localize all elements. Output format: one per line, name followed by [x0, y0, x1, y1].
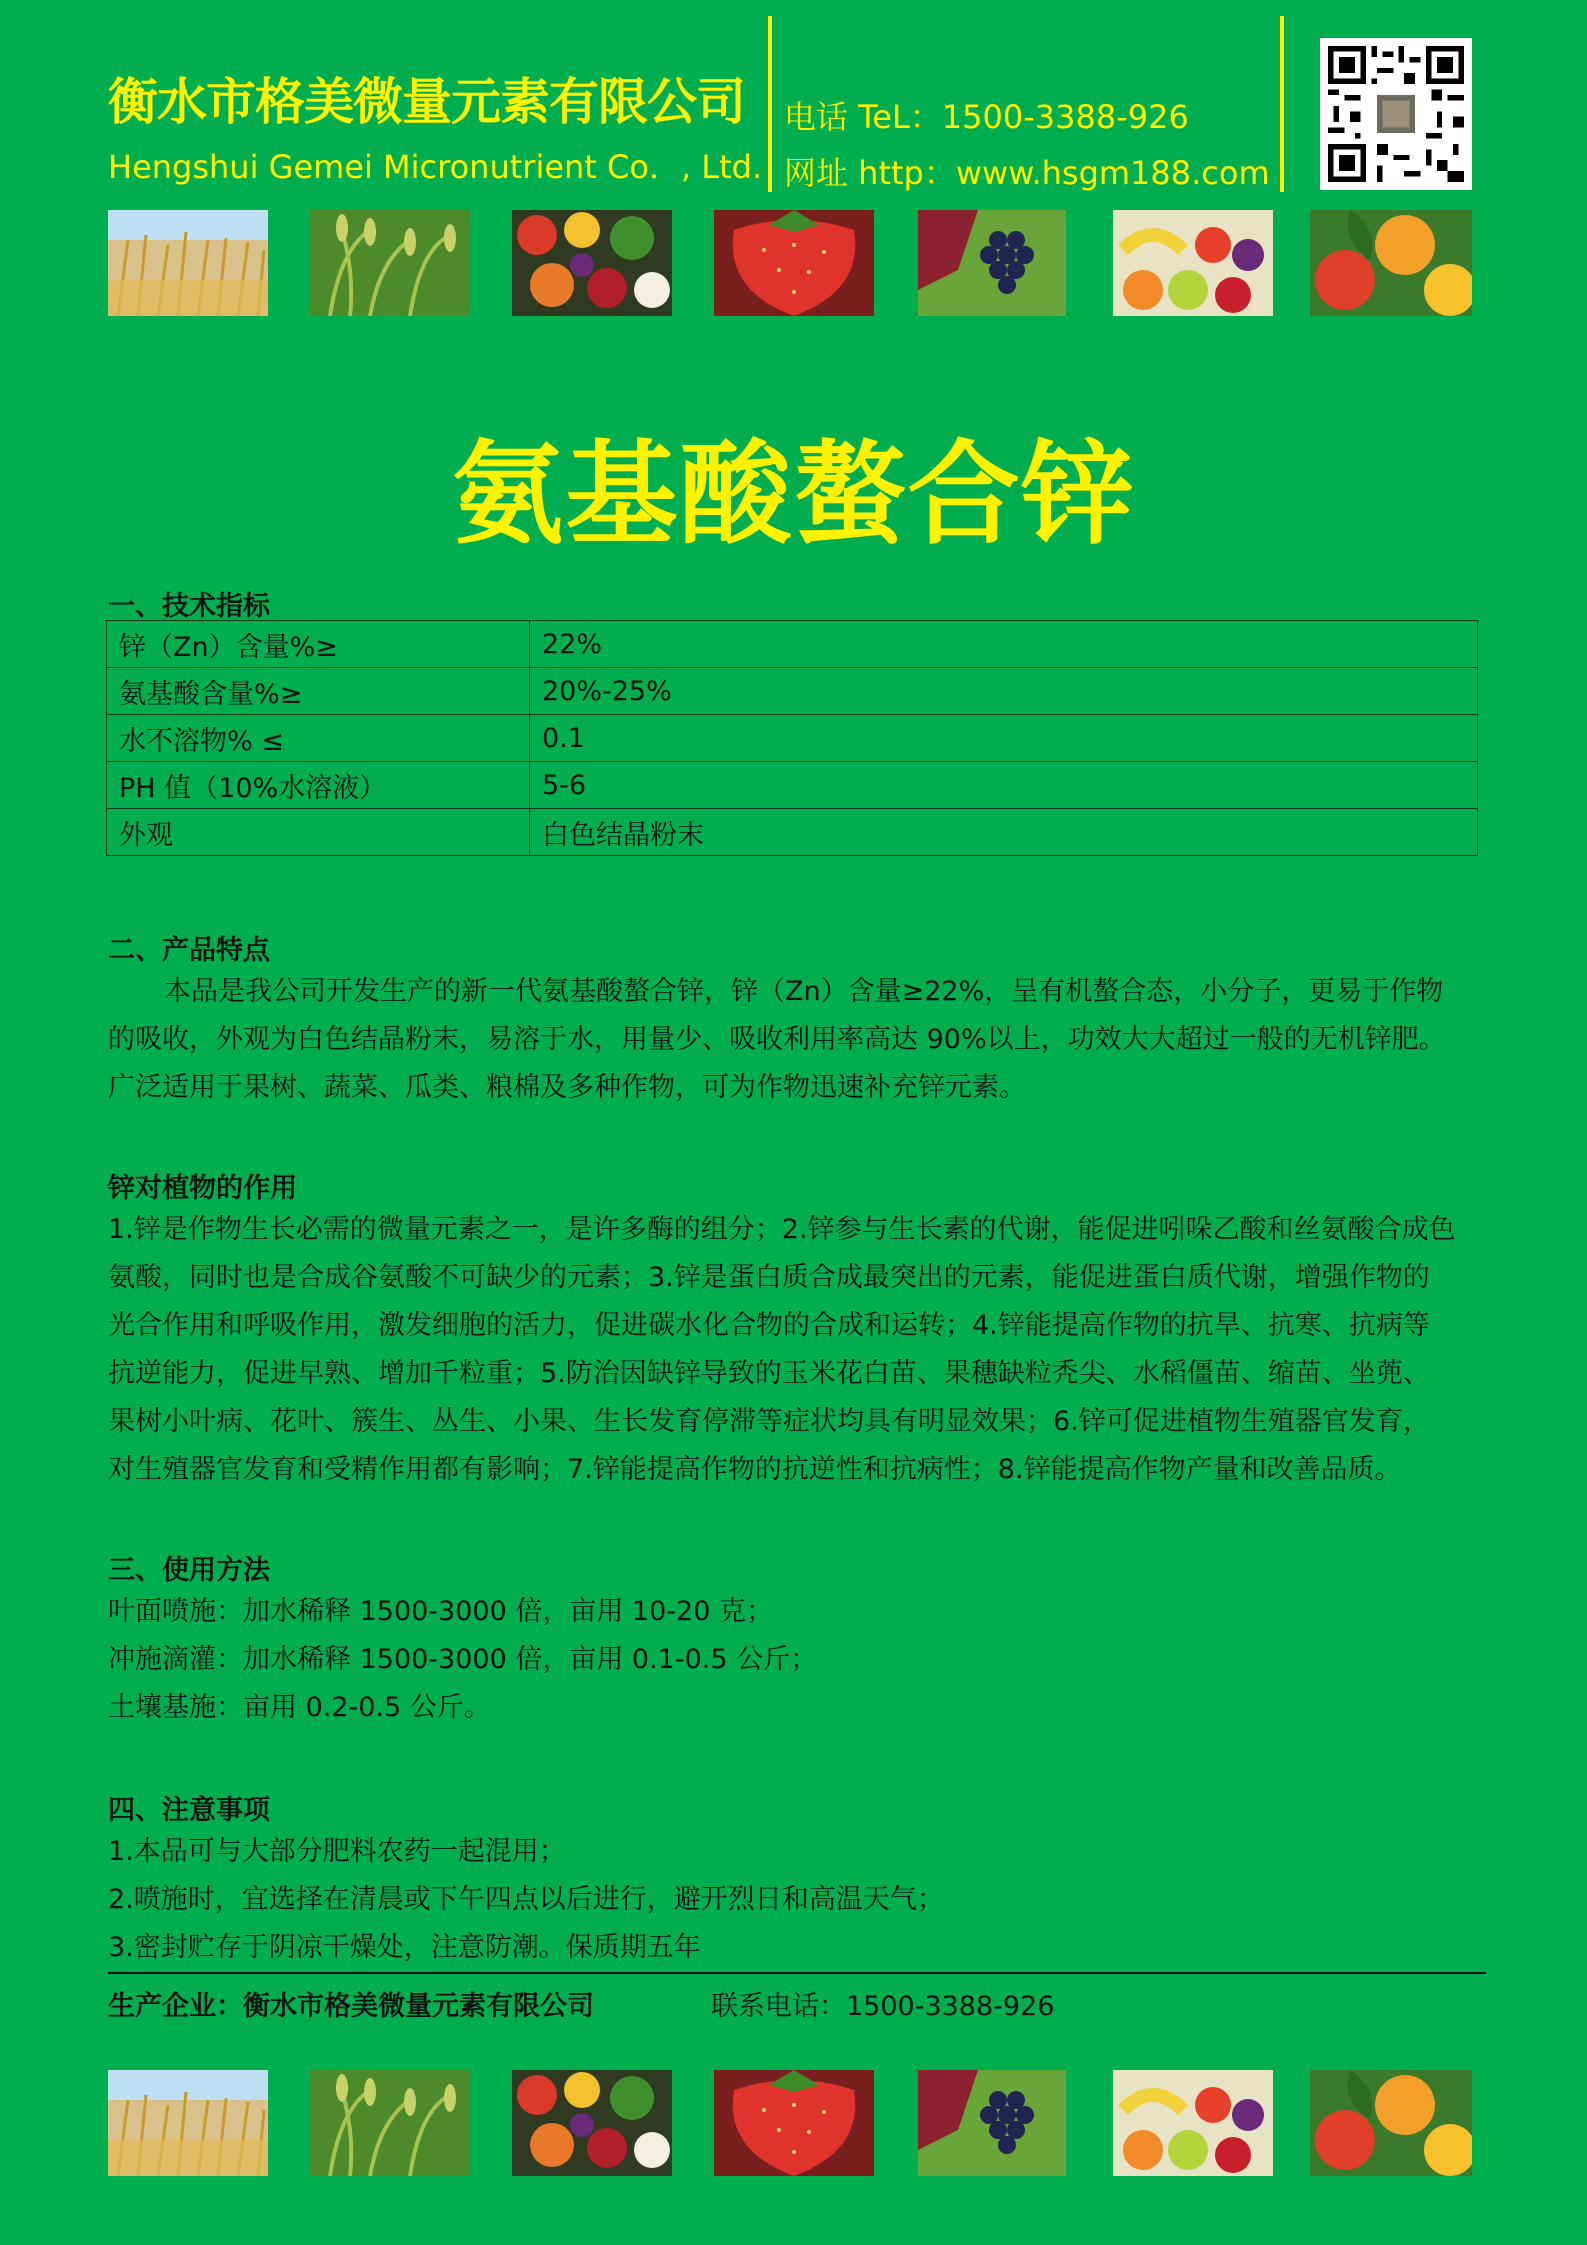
footer-tel: 联系电话：1500-3388-926 — [711, 1991, 1055, 2022]
qr-code[interactable] — [1320, 38, 1472, 190]
section-spec-heading: 一、技术指标 — [108, 591, 270, 622]
section-usage-heading: 三、使用方法 — [108, 1555, 270, 1586]
usage-line: 土壤基施：亩用 0.2-0.5 公斤。 — [108, 1692, 491, 1723]
usage-line: 叶面喷施：加水稀释 1500-3000 倍，亩用 10-20 克； — [108, 1596, 773, 1627]
section-notes-heading: 四、注意事项 — [108, 1795, 270, 1826]
rice-photo — [310, 210, 470, 316]
spec-key: 氨基酸含量%≥ — [107, 668, 530, 715]
header-divider-right — [1280, 16, 1284, 192]
features-paragraph — [108, 968, 1488, 1112]
spec-key: PH 值（10%水溶液） — [107, 762, 530, 809]
notes-line: 2.喷施时，宜选择在清晨或下午四点以后进行，避开烈日和高温天气； — [108, 1884, 944, 1915]
spec-row — [107, 715, 1478, 762]
spec-value: 5-6 — [530, 762, 1478, 809]
zinc-role-paragraph — [108, 1206, 1488, 1494]
company-name-cn: 衡水市格美微量元素有限公司 — [108, 73, 745, 131]
usage-list — [108, 1588, 1488, 1732]
fruit-basket-photo — [1113, 210, 1273, 316]
spec-value: 22% — [530, 621, 1478, 668]
header-divider-left — [768, 16, 772, 192]
features-line: 的吸收，外观为白色结晶粉末，易溶于水，用量少、吸收利用率高达 90%以上，功效大大超过一般的无机锌肥。 — [108, 1024, 1446, 1055]
grapes-photo-bottom — [918, 2070, 1066, 2176]
spec-table — [106, 620, 1478, 856]
features-line: 本品是我公司开发生产的新一代氨基酸螯合锌，锌（Zn）含量≥22%，呈有机螯合态，小分子，更易于作物 — [164, 976, 1444, 1007]
zinc-role-line: 1.锌是作物生长必需的微量元素之一，是许多酶的组分；2.锌参与生长素的代谢，能促进吲哚乙酸和丝氨酸合成色 — [108, 1214, 1456, 1245]
company-name-en: Hengshui Gemei Micronutrient Co．, Ltd. — [108, 148, 763, 186]
section-zinc-role-heading: 锌对植物的作用 — [108, 1173, 297, 1204]
zinc-role-line: 氨酸，同时也是合成谷氨酸不可缺少的元素；3.锌是蛋白质合成最突出的元素，能促进蛋白质代谢，增强作物的 — [108, 1262, 1430, 1293]
footer-divider — [108, 1972, 1486, 1974]
vegetables-photo — [512, 210, 672, 316]
citrus-photo-bottom — [1310, 2070, 1472, 2176]
product-title: 氨基酸螯合锌 — [451, 430, 1136, 560]
citrus-photo — [1310, 210, 1472, 316]
notes-line: 3.密封贮存于阴凉干燥处，注意防潮。保质期五年 — [108, 1932, 701, 1963]
zinc-role-line: 光合作用和呼吸作用，激发细胞的活力，促进碳水化合物的合成和运转；4.锌能提高作物的抗旱、抗寒、抗病等 — [108, 1310, 1430, 1341]
qr-code-icon — [1328, 46, 1464, 182]
notes-list — [108, 1828, 1488, 1972]
spec-value: 白色结晶粉末 — [530, 809, 1478, 856]
usage-line: 冲施滴灌：加水稀释 1500-3000 倍，亩用 0.1-0.5 公斤； — [108, 1644, 818, 1675]
strawberry-photo-bottom — [714, 2070, 874, 2176]
spec-key: 水不溶物% ≤ — [107, 715, 530, 762]
wheat-photo-bottom — [108, 2070, 268, 2176]
zinc-role-line: 对生殖器官发育和受精作用都有影响；7.锌能提高作物的抗逆性和抗病性；8.锌能提高作物产量和改善品质。 — [108, 1454, 1402, 1485]
phone-text: 电话 TeL：1500-3388-926 — [784, 98, 1189, 136]
grapes-photo — [918, 210, 1066, 316]
features-line: 广泛适用于果树、蔬菜、瓜类、粮棉及多种作物，可为作物迅速补充锌元素。 — [108, 1072, 1026, 1103]
strawberry-photo — [714, 210, 874, 316]
notes-line: 1.本品可与大部分肥料农药一起混用； — [108, 1836, 566, 1867]
zinc-role-line: 果树小叶病、花叶、簇生、丛生、小果、生长发育停滞等症状均具有明显效果；6.锌可促进植物生殖器官发育， — [108, 1406, 1430, 1437]
vegetables-photo-bottom — [512, 2070, 672, 2176]
zinc-role-line: 抗逆能力，促进早熟、增加千粒重；5.防治因缺锌导致的玉米花白苗、果穗缺粒秃尖、水稻僵苗、缩苗、坐蔸、 — [108, 1358, 1430, 1389]
spec-row — [107, 621, 1478, 668]
spec-row — [107, 668, 1478, 715]
spec-key: 锌（Zn）含量%≥ — [107, 621, 530, 668]
spec-row — [107, 809, 1478, 856]
rice-photo-bottom — [310, 2070, 470, 2176]
spec-row — [107, 762, 1478, 809]
section-features-heading: 二、产品特点 — [108, 935, 270, 966]
website-link[interactable]: 网址 http：www.hsgm188.com — [784, 154, 1270, 192]
spec-key: 外观 — [107, 809, 530, 856]
footer-maker: 生产企业：衡水市格美微量元素有限公司 — [108, 1991, 594, 2022]
wheat-photo — [108, 210, 268, 316]
spec-value: 0.1 — [530, 715, 1478, 762]
fruit-basket-photo-bottom — [1113, 2070, 1273, 2176]
spec-value: 20%-25% — [530, 668, 1478, 715]
